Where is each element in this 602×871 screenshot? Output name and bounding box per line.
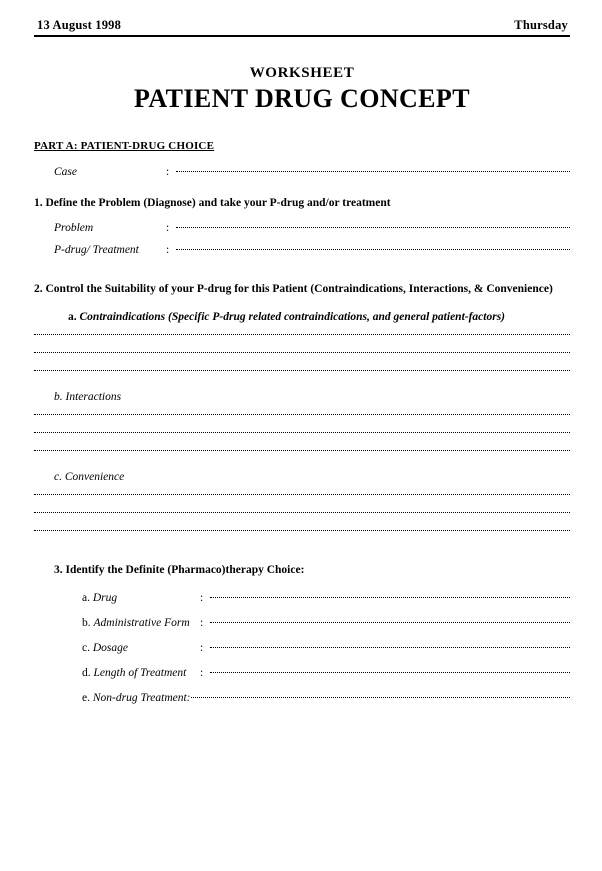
- step2a-line-3[interactable]: [34, 369, 570, 371]
- step2c-line-3[interactable]: [34, 529, 570, 531]
- step3-item-dosage-text: Dosage: [92, 641, 128, 654]
- step2a-lines: [34, 333, 570, 371]
- step2b-heading: [54, 391, 570, 403]
- page-header: [34, 18, 570, 35]
- problem-colon: :: [166, 221, 170, 234]
- step3-item-length-fill-line[interactable]: [210, 671, 570, 673]
- step3-item-dosage-colon: :: [200, 641, 204, 654]
- step2b-line-1[interactable]: [34, 413, 570, 415]
- step2a-line-1[interactable]: [34, 333, 570, 335]
- pdrug-fill-line[interactable]: [176, 248, 570, 250]
- step3-item-form-label: [82, 617, 200, 629]
- step3-item-form: [82, 617, 570, 629]
- step3-item-length-label: [82, 667, 200, 679]
- step2a-lead: a.: [68, 311, 77, 324]
- title-block: [34, 65, 570, 114]
- pdrug-label: P-drug/ Treatment: [54, 243, 139, 256]
- case-fill-line[interactable]: [176, 170, 570, 172]
- step2b-line-3[interactable]: [34, 449, 570, 451]
- step3-item-nondrug-fill-line[interactable]: [191, 696, 570, 698]
- step3-item-drug-lead: a.: [82, 591, 90, 604]
- step3-item-drug-text: Drug: [92, 591, 118, 604]
- step2b-lead: b.: [54, 391, 63, 404]
- step3-item-form-colon: :: [200, 616, 204, 629]
- problem-row: [54, 222, 570, 234]
- step2b-lines: [34, 413, 570, 451]
- step3-item-form-fill-line[interactable]: [210, 621, 570, 623]
- case-label: Case: [54, 166, 77, 178]
- step2a-label: Contraindications (Specific P-drug related contraindications, and general patient-factors): [79, 311, 506, 324]
- step3-item-nondrug-lead: e.: [82, 691, 90, 704]
- step3-item-dosage-lead: c.: [82, 641, 90, 654]
- page-title: PATIENT DRUG CONCEPT: [134, 84, 470, 113]
- step3-item-dosage-fill-line[interactable]: [210, 646, 570, 648]
- case-row: [54, 166, 570, 178]
- header-date: 13 August 1998: [37, 18, 122, 32]
- case-colon: :: [166, 166, 170, 178]
- step3-item-drug-fill-line[interactable]: [210, 596, 570, 598]
- step2b-label: Interactions: [65, 391, 122, 404]
- step2c-lead: c.: [54, 471, 62, 484]
- step2c-line-2[interactable]: [34, 511, 570, 513]
- step2c-label: Convenience: [64, 471, 125, 484]
- step2c-line-1[interactable]: [34, 493, 570, 495]
- step3-item-drug-label: [82, 592, 200, 604]
- step3-item-drug: [82, 592, 570, 604]
- problem-fill-line[interactable]: [176, 226, 570, 228]
- step2b-line-2[interactable]: [34, 431, 570, 433]
- header-day: Thursday: [514, 18, 568, 32]
- worksheet-body: [34, 18, 570, 704]
- step3-item-nondrug: [82, 692, 570, 704]
- pdrug-row: [54, 244, 570, 256]
- step3-heading: 3. Identify the Definite (Pharmaco)therapy Choice:: [54, 564, 305, 577]
- step3-item-length-text: Length of Treatment: [93, 666, 187, 679]
- step3-item-drug-colon: :: [200, 591, 204, 604]
- step2a-heading: [68, 311, 570, 323]
- step3-item-length-lead: d.: [82, 666, 91, 679]
- step3-item-nondrug-text: Non-drug Treatment:: [92, 691, 191, 704]
- problem-label: Problem: [54, 221, 94, 234]
- step2c-heading: [54, 471, 570, 483]
- step2-heading: 2. Control the Suitability of your P-drug for this Patient (Contraindications, Interactions, & Convenience): [34, 282, 553, 295]
- step3-item-dosage: [82, 642, 570, 654]
- step3-item-length-colon: :: [200, 666, 204, 679]
- step3-item-nondrug-label: [82, 692, 191, 704]
- worksheet-label: WORKSHEET: [249, 65, 355, 81]
- step3-item-dosage-label: [82, 642, 200, 654]
- step3-item-form-lead: b.: [82, 616, 91, 629]
- step2a-line-2[interactable]: [34, 351, 570, 353]
- pdrug-colon: :: [166, 243, 170, 256]
- step1-heading: 1. Define the Problem (Diagnose) and take your P-drug and/or treatment: [34, 197, 391, 209]
- step3-item-length: [82, 667, 570, 679]
- header-rule: [34, 35, 570, 37]
- step2c-lines: [34, 493, 570, 531]
- step3-item-form-text: Administrative Form: [93, 616, 190, 629]
- part-a-heading: PART A: PATIENT-DRUG CHOICE: [34, 140, 215, 152]
